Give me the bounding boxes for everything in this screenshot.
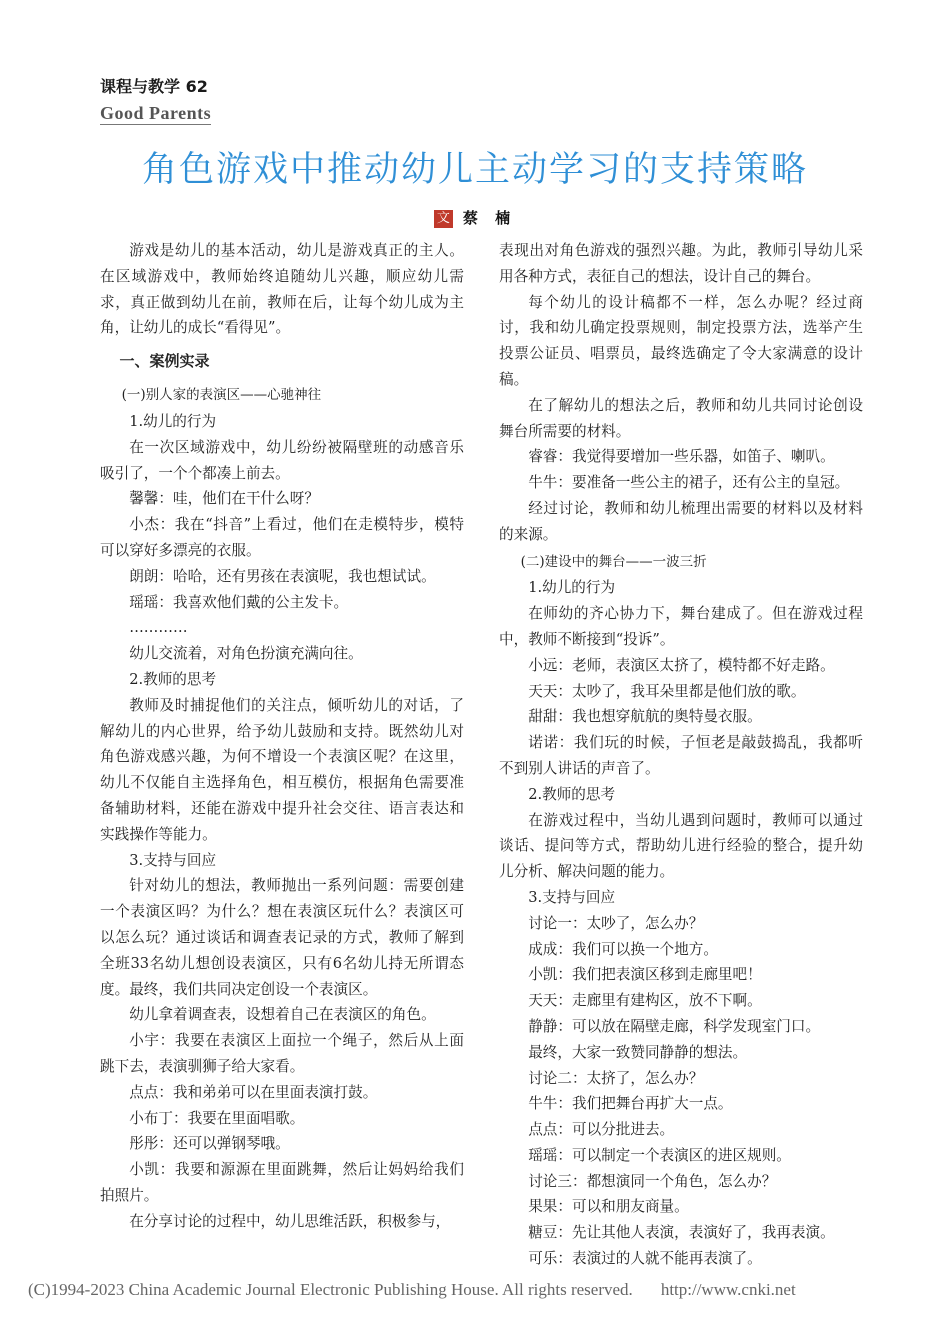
- paragraph: 瑶瑶：可以制定一个表演区的进区规则。: [528, 1146, 791, 1164]
- paragraph: 在师幼的齐心协力下，舞台建成了。但在游戏过程中，教师不断接到“投诉”。: [499, 605, 863, 648]
- paragraph: 教师及时捕捉他们的关注点，倾听幼儿的对话，了解幼儿的内心世界，给予幼儿鼓励和支持。既然幼儿对角色游戏感兴趣，为何不增设一个表演区呢？在这里，幼儿不仅能自主选择角色，相互模仿，根据角色需要准备辅助材料，还能在游戏中提升社会交往、语言表达和实践操作等能力。: [100, 696, 464, 843]
- paragraph: 1.幼儿的行为: [528, 579, 616, 597]
- cnki-link[interactable]: http://www.cnki.net: [660, 1280, 796, 1299]
- paragraph: 在了解幼儿的想法之后，教师和幼儿共同讨论创设舞台所需要的材料。: [499, 396, 863, 440]
- paragraph: 甜甜：我也想穿航航的奥特曼衣服。: [528, 708, 762, 726]
- paragraph: 小凯：我们把表演区移到走廊里吧！: [528, 966, 762, 984]
- paragraph: 游戏是幼儿的基本活动，幼儿是游戏真正的主人。在区域游戏中，教师始终追随幼儿兴趣，顺应幼儿需求，真正做到幼儿在前，教师在后，让每个幼儿成为主角，让幼儿的成长“看得见”。: [100, 242, 464, 337]
- paragraph: 静静：可以放在隔壁走廊，科学发现室门口。: [528, 1017, 821, 1035]
- paragraph: 在分享讨论的过程中，幼儿思维活跃，积极参与，: [129, 1212, 451, 1230]
- paragraph: 2.教师的思考: [129, 670, 217, 688]
- paragraph: 牛牛：要准备一些公主的裙子，还有公主的皇冠。: [528, 474, 850, 492]
- paragraph: 每个幼儿的设计稿都不一样，怎么办呢？经过商讨，我和幼儿确定投票规则，制定投票方法，选举产生投票公证员、唱票员，最终选确定了令大家满意的设计稿。: [499, 293, 863, 388]
- paragraph: 点点：可以分批进去。: [528, 1121, 675, 1139]
- paragraph: 幼儿交流着，对角色扮演充满向往。: [129, 645, 363, 663]
- paragraph: 讨论三：都想演同一个角色，怎么办？: [528, 1172, 777, 1190]
- paragraph: 表现出对角色游戏的强烈兴趣。为此，教师引导幼儿采用各种方式，表征自己的想法，设计自己的舞台。: [499, 242, 863, 285]
- paragraph: 小布丁：我要在里面唱歌。: [129, 1109, 305, 1127]
- paragraph: 幼儿拿着调查表，设想着自己在表演区的角色。: [129, 1006, 436, 1024]
- paragraph: 1.幼儿的行为: [129, 412, 217, 430]
- paragraph: 小杰：我在“抖音”上看过，他们在走模特步，模特可以穿好多漂亮的衣服。: [100, 516, 464, 559]
- paragraph: 天天：走廊里有建构区，放不下啊。: [528, 992, 762, 1010]
- paragraph: 牛牛：我们把舞台再扩大一点。: [528, 1095, 733, 1113]
- paragraph: 点点：我和弟弟可以在里面表演打鼓。: [129, 1083, 378, 1101]
- left-column: [100, 238, 464, 1234]
- paragraph: 朗朗：哈哈，还有男孩在表演呢，我也想试试。: [129, 567, 436, 585]
- paragraph: 诺诺：我们玩的时候，子恒老是敲鼓捣乱，我都听不到别人讲话的声音了。: [499, 734, 863, 777]
- paragraph: 糖豆：先让其他人表演，表演好了，我再表演。: [528, 1224, 835, 1242]
- paragraph: 讨论一：太吵了，怎么办？: [528, 914, 704, 932]
- paragraph: 最终，大家一致赞同静静的想法。: [528, 1043, 748, 1061]
- copyright-footer: [28, 1280, 908, 1300]
- paragraph: 在一次区域游戏中，幼儿纷纷被隔壁班的动感音乐吸引了，一个个都凑上前去。: [100, 438, 464, 482]
- section-header: 课程与教学 62: [100, 77, 208, 96]
- author-name: 蔡 楠: [462, 209, 517, 227]
- paragraph: 小远：老师，表演区太挤了，模特都不好走路。: [528, 656, 835, 674]
- paragraph: 彤彤：还可以弹钢琴哦。: [129, 1135, 290, 1153]
- paragraph: 小宇：我要在表演区上面拉一个绳子，然后从上面跳下去，表演驯狮子给大家看。: [100, 1032, 464, 1075]
- paragraph: 讨论二：太挤了，怎么办？: [528, 1069, 704, 1087]
- paragraph: 瑶瑶：我喜欢他们戴的公主发卡。: [129, 593, 349, 611]
- paragraph: 小凯：我要和源源在里面跳舞，然后让妈妈给我们拍照片。: [100, 1161, 464, 1204]
- section-heading: 一、案例实录: [119, 352, 210, 371]
- article-title: 角色游戏中推动幼儿主动学习的支持策略: [141, 150, 808, 190]
- paragraph: 针对幼儿的想法，教师抛出一系列问题：需要创建一个表演区吗？为什么？想在表演区玩什么？表演区可以怎么玩？通过谈话和调查表记录的方式，教师了解到全班33名幼儿想创设表演区，只有6名幼儿持无所谓态度。最终，我们共同决定创设一个表演区。: [100, 877, 464, 998]
- paragraph: 睿睿：我觉得要增加一些乐器，如笛子、喇叭。: [528, 448, 835, 466]
- subsection-heading: (二)建设中的舞台——一波三折: [520, 553, 707, 570]
- paragraph: 3.支持与回应: [528, 888, 616, 906]
- byline-label: 文: [434, 210, 453, 228]
- subsection-heading: (一)别人家的表演区——心驰神往: [121, 387, 322, 404]
- paragraph: 天天：太吵了，我耳朵里都是他们放的歌。: [528, 682, 806, 700]
- paragraph: …………: [129, 619, 188, 637]
- magazine-name: Good Parents: [100, 103, 212, 123]
- paragraph: 成成：我们可以换一个地方。: [528, 940, 718, 958]
- paragraph: 2.教师的思考: [528, 785, 616, 803]
- paragraph: 在游戏过程中，当幼儿遇到问题时，教师可以通过谈话、提问等方式，帮助幼儿进行经验的整合，提升幼儿分析、解决问题的能力。: [499, 811, 863, 881]
- paragraph: 馨馨：哇，他们在干什么呀？: [129, 490, 319, 508]
- right-column: [499, 238, 863, 1272]
- paragraph: 可乐：表演过的人就不能再表演了。: [528, 1250, 762, 1268]
- paragraph: 经过讨论，教师和幼儿梳理出需要的材料以及材料的来源。: [499, 499, 863, 543]
- paragraph: 果果：可以和朋友商量。: [528, 1198, 689, 1216]
- paragraph: 3.支持与回应: [129, 851, 217, 869]
- byline: [0, 207, 950, 228]
- copyright-text: (C)1994-2023 China Academic Journal Electronic Publishing House. All rights reserved.: [28, 1280, 633, 1299]
